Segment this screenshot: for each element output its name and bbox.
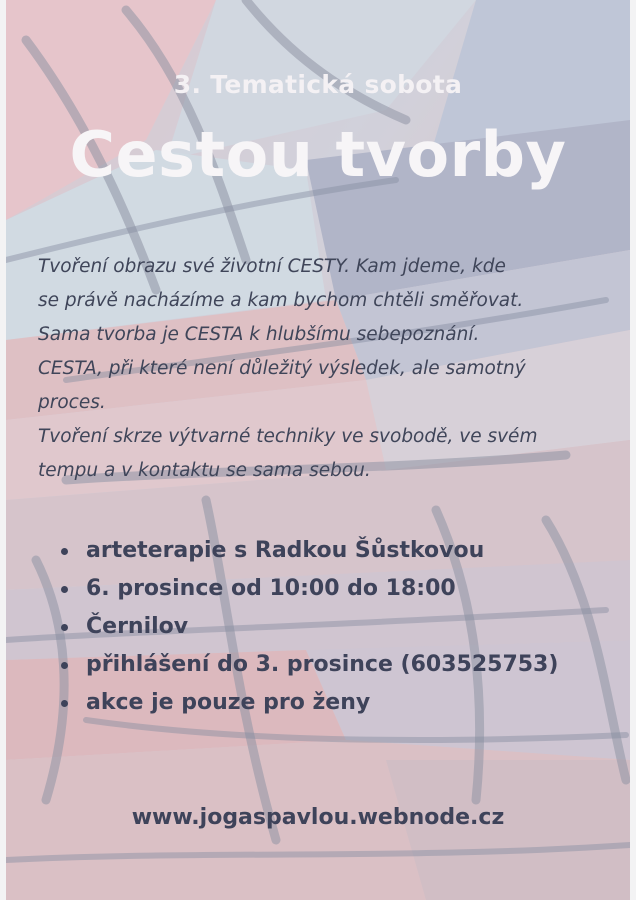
detail-text: 6. prosince od 10:00 do 18:00	[86, 576, 456, 601]
detail-item-date	[61, 570, 558, 608]
description-line: proces.	[38, 392, 106, 413]
description-line: Sama tvorba je CESTA k hlubšímu sebepoznání.	[38, 324, 480, 345]
poster-content	[6, 0, 630, 900]
description-line: Tvoření skrze výtvarné techniky ve svobodě, ve svém	[38, 426, 538, 447]
bullet-icon	[61, 586, 68, 593]
event-description	[38, 250, 618, 488]
bullet-icon	[61, 700, 68, 707]
description-line: CESTA, při které není důležitý výsledek, ale samotný	[38, 358, 526, 379]
bullet-icon	[61, 624, 68, 631]
website-link[interactable]: www.jogaspavlou.webnode.cz	[131, 805, 505, 830]
bullet-icon	[61, 548, 68, 555]
bullet-icon	[61, 662, 68, 669]
detail-item-audience	[61, 684, 558, 722]
event-subtitle: 3. Tematická sobota	[173, 70, 463, 99]
detail-item-therapist	[61, 532, 558, 570]
detail-text: akce je pouze pro ženy	[86, 690, 371, 715]
detail-text: Černilov	[86, 614, 189, 639]
detail-item-location	[61, 608, 558, 646]
event-title: Cestou tvorby	[69, 118, 567, 191]
description-line: tempu a v kontaktu se sama sebou.	[38, 460, 371, 481]
poster	[6, 0, 630, 900]
detail-item-registration	[61, 646, 558, 684]
description-line: se právě nacházíme a kam bychom chtěli směřovat.	[38, 290, 524, 311]
detail-text: arteterapie s Radkou Šůstkovou	[86, 538, 485, 563]
description-line: Tvoření obrazu své životní CESTY. Kam jdeme, kde	[38, 256, 506, 277]
detail-text: přihlášení do 3. prosince (603525753)	[86, 652, 559, 677]
event-details-list	[61, 532, 558, 722]
